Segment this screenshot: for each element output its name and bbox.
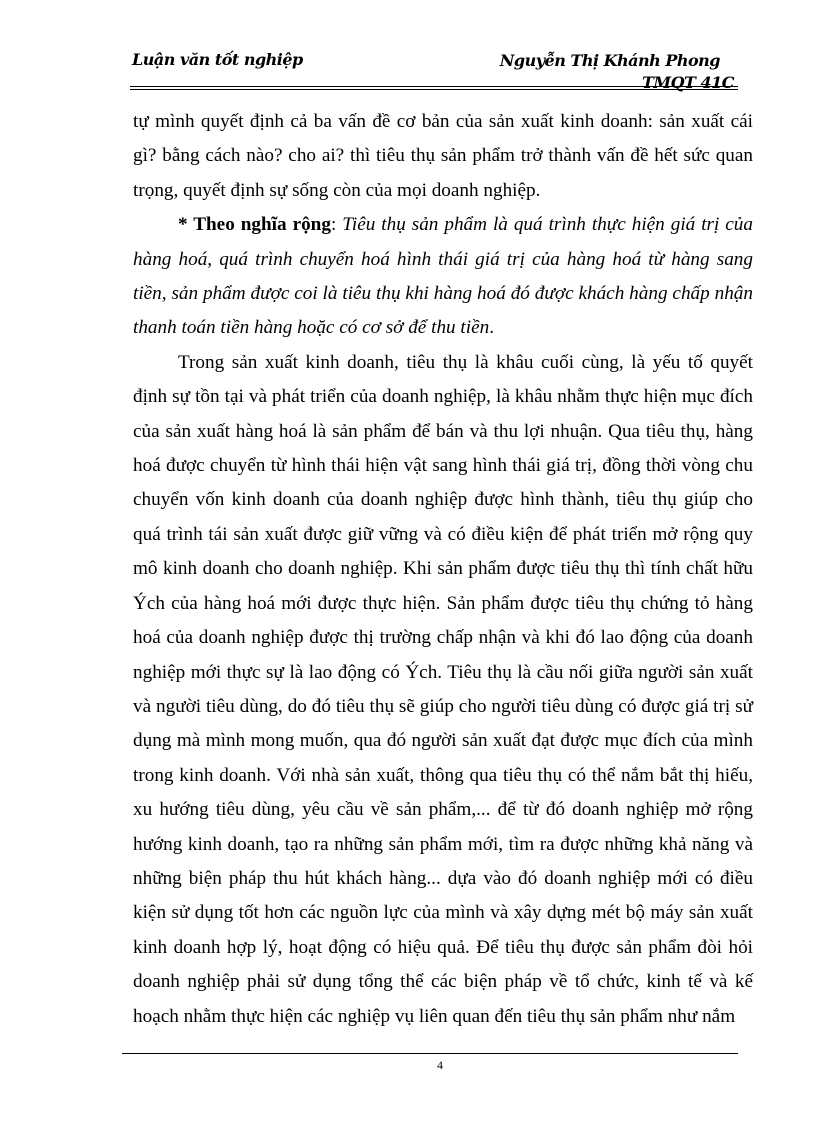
definition-label: * Theo nghĩa rộng xyxy=(178,214,331,236)
thesis-title: Luận văn tốt nghiệp xyxy=(132,50,303,69)
class-code: TMQT 41C xyxy=(641,73,734,92)
paragraph-continuation: tự mình quyết định cả ba vấn đề cơ bản của sản xuất kinh doanh: sản xuất cái gì? bằng cách nào? cho ai? thì tiêu thụ sản phẩm trở thành vấn đề hết sức quan trọng, quyết định sự sống còn của mọi doanh nghiệp. xyxy=(133,111,753,201)
author-name: Nguyễn Thị Khánh Phong xyxy=(499,51,720,70)
paragraph-main: Trong sản xuất kinh doanh, tiêu thụ là khâu cuối cùng, là yếu tố quyết định sự tồn tại và phát triển của doanh nghiệp, là khâu nhằm thực hiện mục đích của sản xuất hàng hoá là sản phẩm để bán và thu lợi nhuận. Qua tiêu thụ, hàng hoá được chuyển từ hình thái hiện vật sang hình thái giá trị, đồng thời vòng chu chuyển vốn kinh doanh của doanh nghiệp được hình thành, tiêu thụ giúp cho quá trình tái sản xuất được giữ vững và có điều kiện để phát triển mở rộng quy mô kinh doanh cho doanh nghiệp. Khi sản phẩm được tiêu thụ thì tính chất hữu Ých của hàng hoá mới được thực hiện. Sản phẩm được tiêu thụ chứng tỏ hàng hoá của doanh nghiệp được thị trường chấp nhận và khi đó lao động của doanh nghiệp mới thực sự là lao động có Ých. Tiêu thụ là cầu nối giữa người sản xuất và người tiêu dùng, do đó tiêu thụ sẽ giúp cho người tiêu dùng có được giá trị sử dụng mà mình mong muốn, qua đó người sản xuất đạt được mục đích của mình trong kinh doanh. Với nhà sản xuất, thông qua tiêu thụ có thể nắm bắt thị hiếu, xu hướng tiêu dùng, yêu cầu về sản phẩm,... để từ đó doanh nghiệp mở rộng hướng kinh doanh, tạo ra những sản phẩm mới, tìm ra được những khả năng và những biện pháp thu hút khách hàng... dựa vào đó doanh nghiệp mới có điều kiện sử dụng tốt hơn các nguồn lực của mình và xây dựng mét bộ máy sản xuất kinh doanh hợp lý, hoạt động có hiệu quả. Để tiêu thụ được sản phẩm đòi hỏi doanh nghiệp phải sử dụng tổng thể các biện pháp về tổ chức, kinh tế và kế hoạch nhằm thực hiện các nghiệp vụ liên quan đến tiêu thụ sản phẩm như nắm xyxy=(133,351,753,1027)
paragraph-definition xyxy=(133,208,753,346)
header-divider xyxy=(130,86,738,90)
definition-end: . xyxy=(489,317,495,339)
footer-divider xyxy=(122,1053,738,1054)
definition-text: Tiêu thụ sản phẩm là quá trình thực hiện giá trị của hàng hoá, quá trình chuyển hoá hình thái giá trị của hàng hoá từ hàng sang tiền, sản phẩm được coi là tiêu thụ khi hàng hoá đó được khách hàng chấp nhận thanh toán tiền hàng hoặc có cơ sở để thu tiền xyxy=(133,214,753,339)
page-number: 4 xyxy=(437,1058,443,1072)
definition-colon: : xyxy=(330,214,343,236)
document-body xyxy=(133,105,753,1034)
